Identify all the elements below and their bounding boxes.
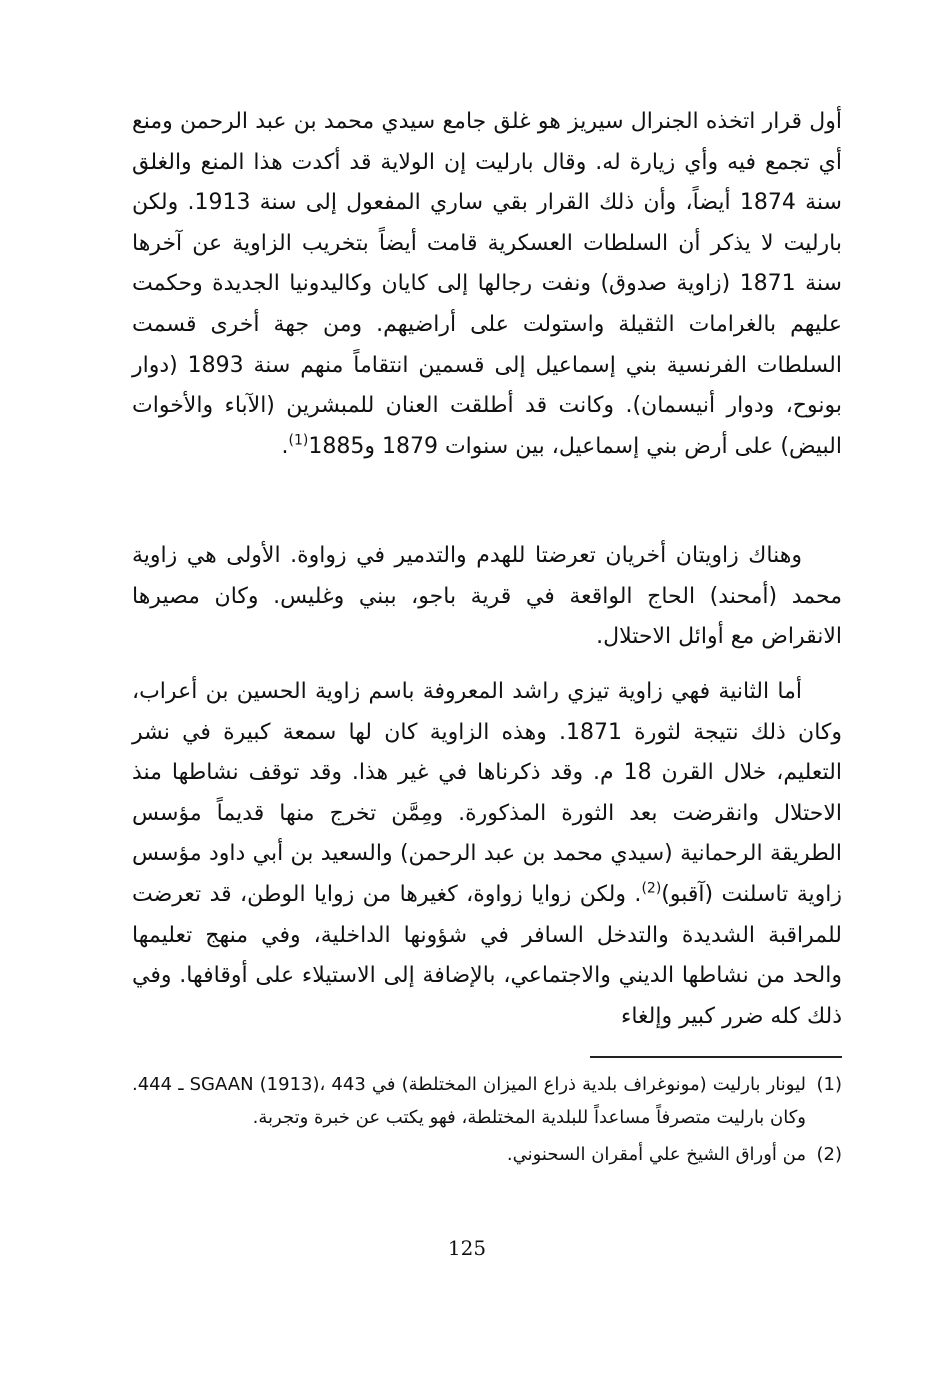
footnote-ref-1: (1) — [288, 432, 309, 449]
paragraph-3 — [132, 672, 842, 1037]
footnote-1 — [132, 1068, 842, 1134]
paragraph-1-text: أول قرار اتخذه الجنرال سيريز هو غلق جامع سيدي محمد بن عبد الرحمن ومنع أي تجمع فيه وأي زيارة له. وقال بارليت إن الولاية قد أكدت هذا المنع والغلق سنة 1874 أيضاً، وأن ذلك القرار بقي ساري المفعول إلى سنة 1913. ولكن بارليت لا يذكر أن السلطات العسكرية قامت أيضاً بتخريب الزاوية عن آخرها سنة 1871 (زاوية صدوق) ونفت رجالها إلى كايان وكاليدونيا الجديدة وحكمت عليهم بالغرامات الثقيلة واستولت على أراضيهم. ومن جهة أخرى قسمت السلطات الفرنسية بني إسماعيل إلى قسمين انتقاماً منهم سنة 1893 (دوار بونوح، ودوار أنيسمان). وكانت قد أطلقت العنان للمبشرين (الآباء والأخوات البيض) على أرض بني إسماعيل، بين سنوات 1879 و1885 — [132, 109, 842, 459]
footnote-1-text: ليونار بارليت (مونوغراف بلدية ذراع الميزان المختلطة) في SGAAN (1913)، 443 ـ 444. وكان بارليت متصرفاً مساعداً للبلدية المختلطة، فهو يكتب عن خبرة وتجربة. — [132, 1074, 806, 1128]
paragraph-3-text-after: . ولكن زوايا زواوة، كغيرها من زوايا الوطن، قد تعرضت للمراقبة الشديدة والتدخل السافر في شؤونها الداخلية، وفي منهج تعليمها والحد من نشاطها الديني والاجتماعي، بالإضافة إلى الاستيلاء على أوقافها. وفي ذلك كله ضرر كبير وإلغاء — [132, 881, 842, 1029]
footnote-1-number: (1) — [816, 1074, 842, 1095]
page-number: 125 — [447, 1236, 487, 1260]
paragraph-1-end: . — [281, 433, 289, 459]
footnotes — [132, 1068, 842, 1175]
footnote-ref-2: (2) — [641, 880, 662, 897]
footnote-2-text: من أوراق الشيخ علي أمقران السحنوني. — [506, 1144, 806, 1165]
footnote-2-number: (2) — [816, 1144, 842, 1165]
paragraph-3-text-before: أما الثانية فهي زاوية تيزي راشد المعروفة باسم زاوية الحسين بن أعراب، وكان ذلك نتيجة لثورة 1871. وهذه الزاوية كان لها سمعة كبيرة في نشر التعليم، خلال القرن 18 م. وقد ذكرناها في غير هذا. وقد توقف نشاطها منذ الاحتلال وانقرضت بعد الثورة المذكورة. ومِمَّن تخرج منها قديماً مؤسس الطريقة الرحمانية (سيدي محمد بن عبد الرحمن) والسعيد بن أبي داود مؤسس زاوية تاسلنت (آقبو) — [132, 679, 842, 907]
footnote-divider — [590, 1056, 842, 1058]
footnote-2 — [132, 1138, 842, 1171]
paragraph-2: وهناك زاويتان أخريان تعرضتا للهدم والتدمير في زواوة. الأولى هي زاوية محمد (أمحند) الحاج الواقعة في قرية باجو، ببني وغليس. وكان مصيرها الانقراض مع أوائل الاحتلال. — [132, 543, 842, 650]
paragraph-1 — [132, 102, 842, 467]
